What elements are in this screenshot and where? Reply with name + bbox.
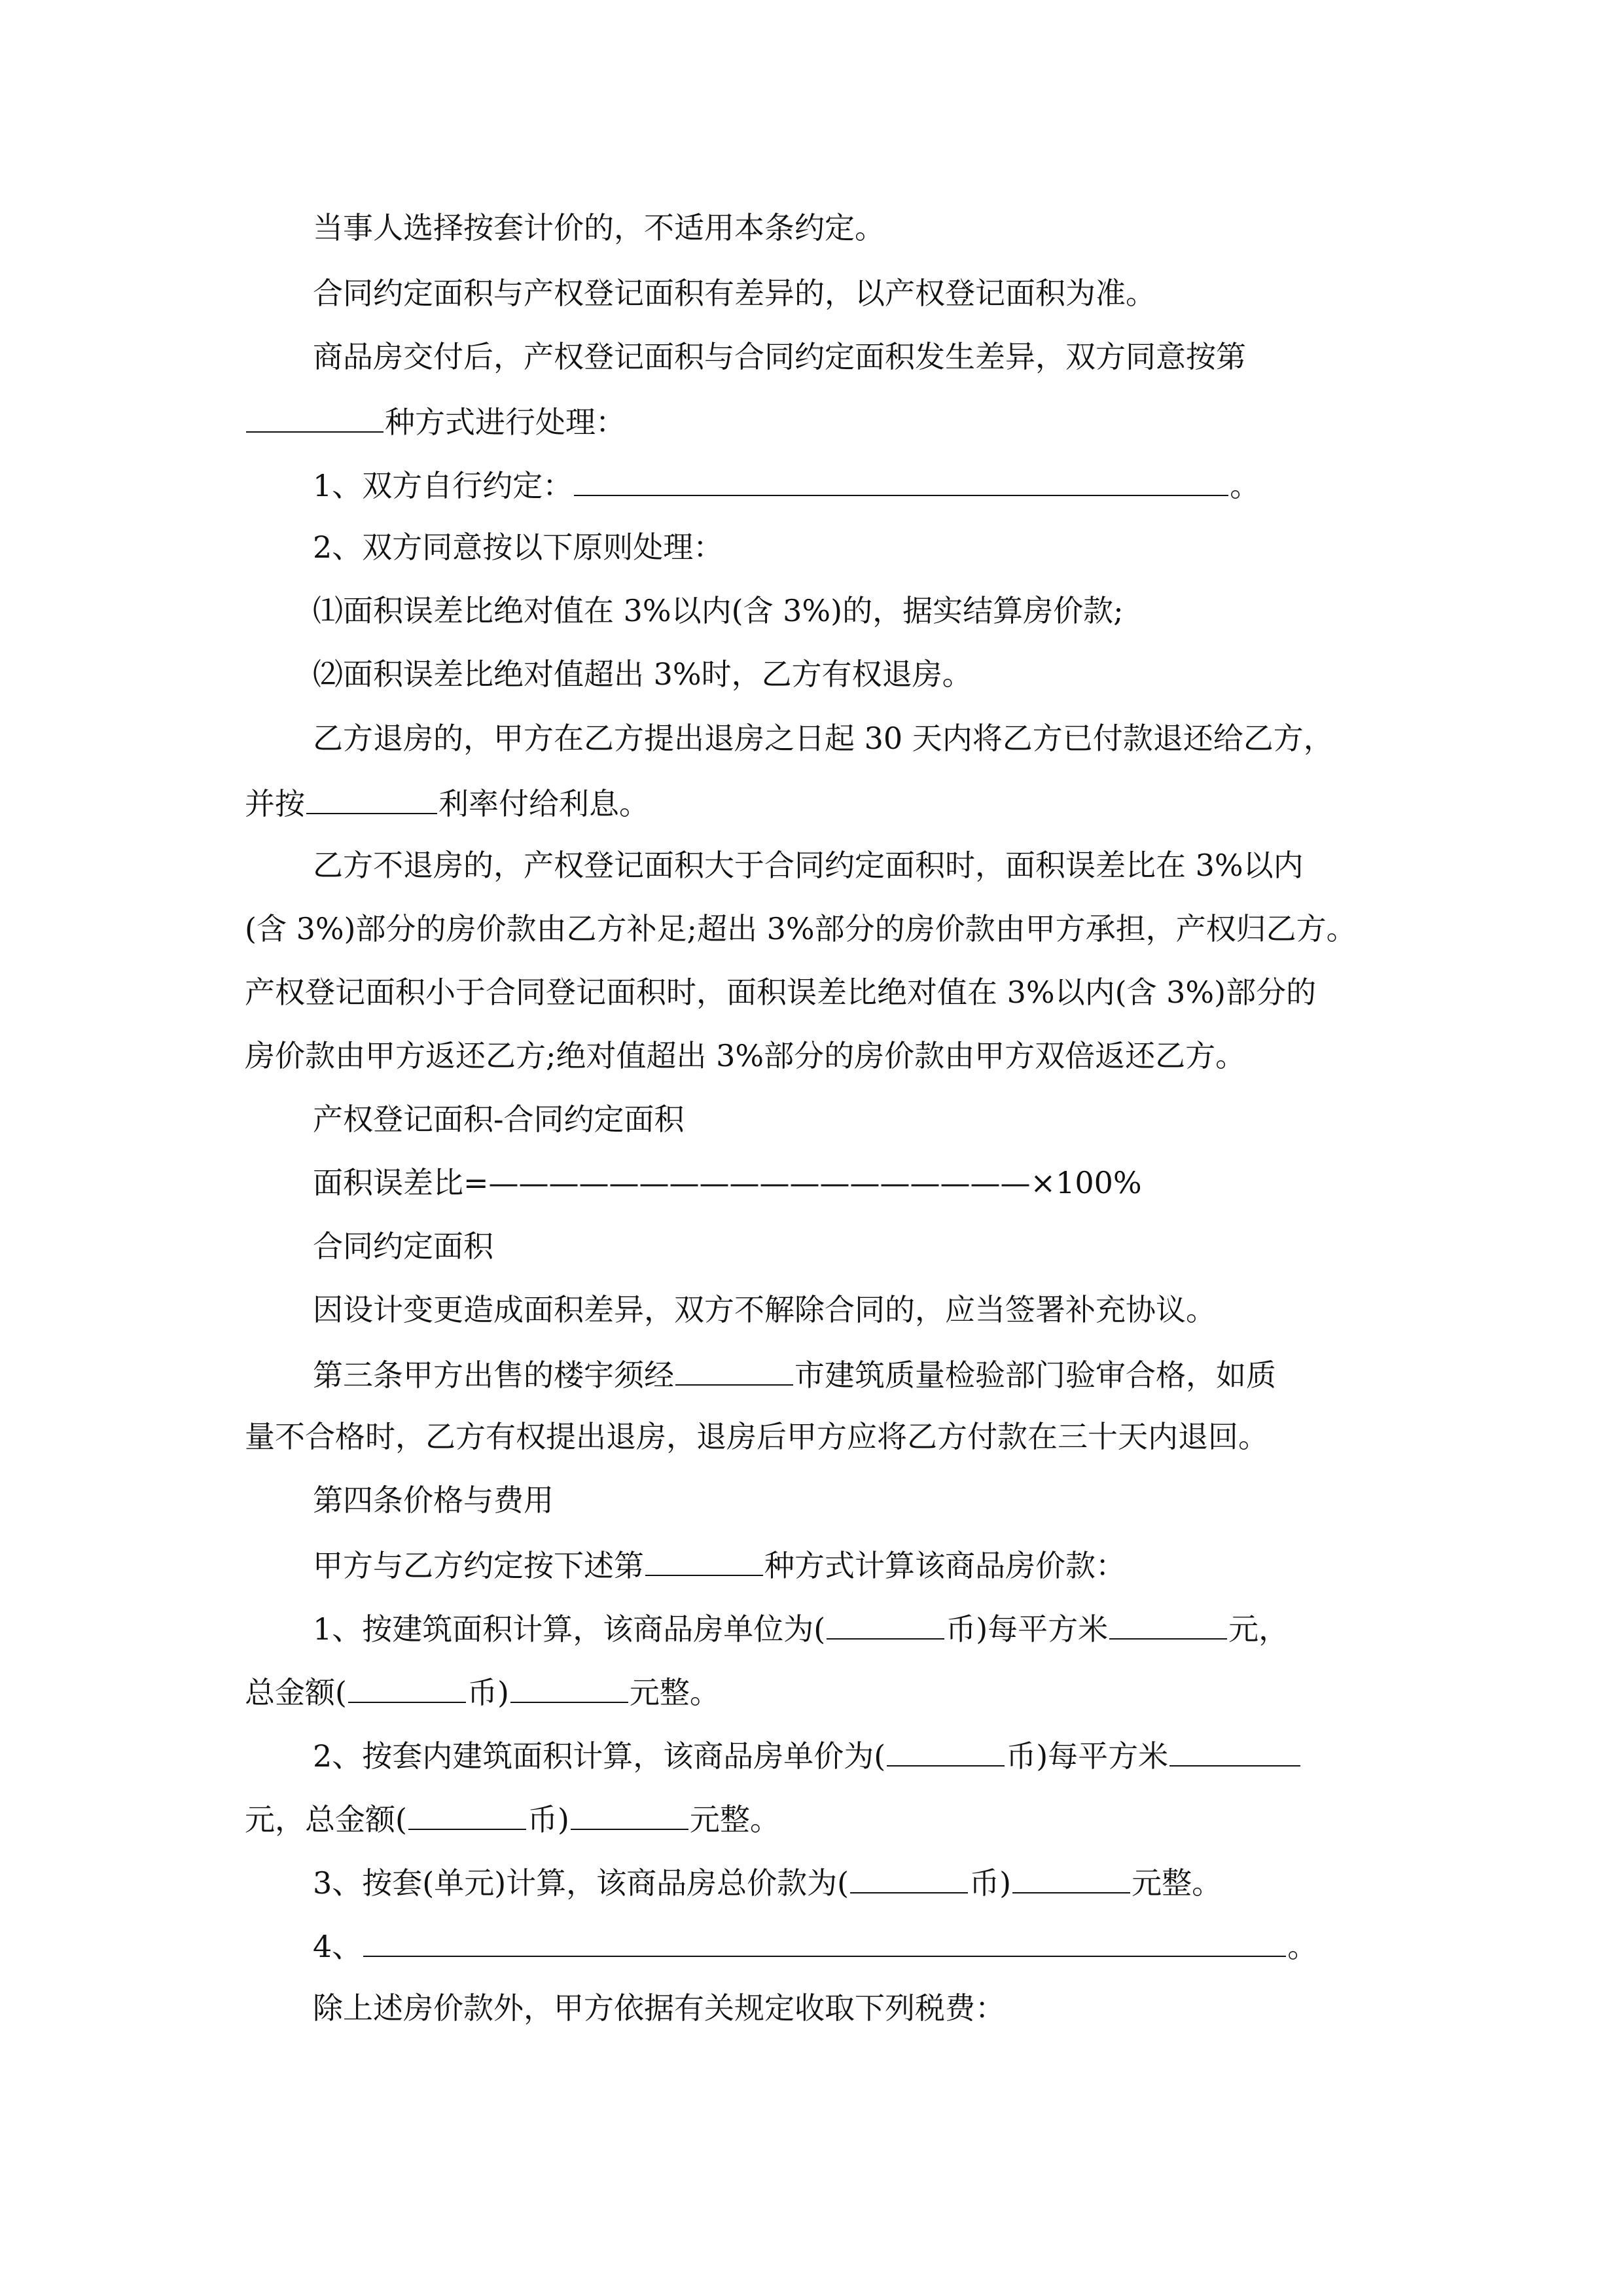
- blank-field[interactable]: [850, 1866, 968, 1893]
- blank-field[interactable]: [408, 1803, 526, 1830]
- blank-field[interactable]: [510, 1676, 628, 1703]
- blank-field[interactable]: [306, 787, 437, 814]
- paragraph-refund: 乙方退房的，甲方在乙方提出退房之日起 30 天内将乙方已付款退还给乙方，: [313, 721, 1334, 756]
- paragraph-rule-2: ⑵面积误差比绝对值超出 3%时，乙方有权退房。: [313, 656, 972, 692]
- paragraph-method-3: 3、按套(单元)计算，该商品房总价款为( 币) 元整。: [313, 1865, 1222, 1901]
- formula-line: 面积误差比=——————————————————×100%: [313, 1165, 1142, 1200]
- paragraph-method-4: 4、 。: [313, 1929, 1318, 1964]
- blank-field[interactable]: [246, 405, 383, 433]
- blank-field[interactable]: [1109, 1612, 1227, 1640]
- blank-field[interactable]: [571, 1803, 688, 1830]
- formula-numerator: 产权登记面积-合同约定面积: [313, 1102, 685, 1137]
- blank-field[interactable]: [827, 1612, 944, 1640]
- paragraph-article-3: 第三条甲方出售的楼宇须经 市建筑质量检验部门验审合格，如质: [313, 1357, 1276, 1393]
- paragraph-option-1: 1、双方自行约定： 。: [313, 468, 1260, 503]
- paragraph-interest: 并按 利率付给利息。: [245, 786, 649, 821]
- paragraph-method-2: 2、按套内建筑面积计算，该商品房单价为( 币)每平方米: [313, 1739, 1302, 1771]
- paragraph-pricing-note: 当事人选择按套计价的，不适用本条约定。: [313, 210, 885, 245]
- blank-field[interactable]: [887, 1739, 1005, 1767]
- heading-article-4: 第四条价格与费用: [313, 1482, 554, 1518]
- paragraph-article-3-cont: 量不合格时，乙方有权提出退房，退房后甲方应将乙方付款在三十天内退回。: [245, 1419, 1268, 1454]
- paragraph-no-refund-1: 乙方不退房的，产权登记面积大于合同约定面积时，面积误差比在 3%以内: [313, 848, 1304, 883]
- paragraph-area-difference: 商品房交付后，产权登记面积与合同约定面积发生差异，双方同意按第: [313, 339, 1246, 374]
- formula-denominator: 合同约定面积: [313, 1229, 493, 1264]
- paragraph-method-1: 1、按建筑面积计算，该商品房单位为( 币)每平方米 元，: [313, 1611, 1289, 1647]
- blank-field[interactable]: [645, 1549, 763, 1576]
- paragraph-no-refund-3: 产权登记面积小于合同登记面积时，面积误差比绝对值在 3%以内(含 3%)部分的: [245, 975, 1317, 1010]
- paragraph-option-2: 2、双方同意按以下原则处理：: [313, 529, 724, 565]
- paragraph-area-basis: 合同约定面积与产权登记面积有差异的，以产权登记面积为准。: [313, 276, 1156, 311]
- paragraph-method-2-total: 元，总金额( 币) 元整。: [245, 1802, 780, 1837]
- blank-field[interactable]: [574, 469, 1228, 496]
- paragraph-design-change: 因设计变更造成面积差异，双方不解除合同的，应当签署补充协议。: [313, 1292, 1216, 1327]
- blank-field[interactable]: [1169, 1739, 1300, 1767]
- paragraph-price-method: 甲方与乙方约定按下述第 种方式计算该商品房价款：: [313, 1548, 1126, 1583]
- paragraph-no-refund-2: (含 3%)部分的房价款由乙方补足;超出 3%部分的房价款由甲方承担，产权归乙方。: [245, 911, 1357, 946]
- paragraph-method-1-total: 总金额( 币) 元整。: [245, 1675, 720, 1710]
- paragraph-rule-1: ⑴面积误差比绝对值在 3%以内(含 3%)的，据实结算房价款;: [313, 593, 1124, 628]
- blank-field[interactable]: [348, 1676, 466, 1703]
- blank-field[interactable]: [363, 1929, 1286, 1957]
- paragraph-no-refund-4: 房价款由甲方返还乙方;绝对值超出 3%部分的房价款由甲方双倍返还乙方。: [245, 1038, 1246, 1073]
- paragraph-taxes: 除上述房价款外，甲方依据有关规定收取下列税费：: [313, 1990, 1005, 2026]
- blank-field[interactable]: [1012, 1866, 1130, 1893]
- paragraph-handling-method: 种方式进行处理：: [245, 405, 626, 437]
- blank-field[interactable]: [675, 1358, 793, 1386]
